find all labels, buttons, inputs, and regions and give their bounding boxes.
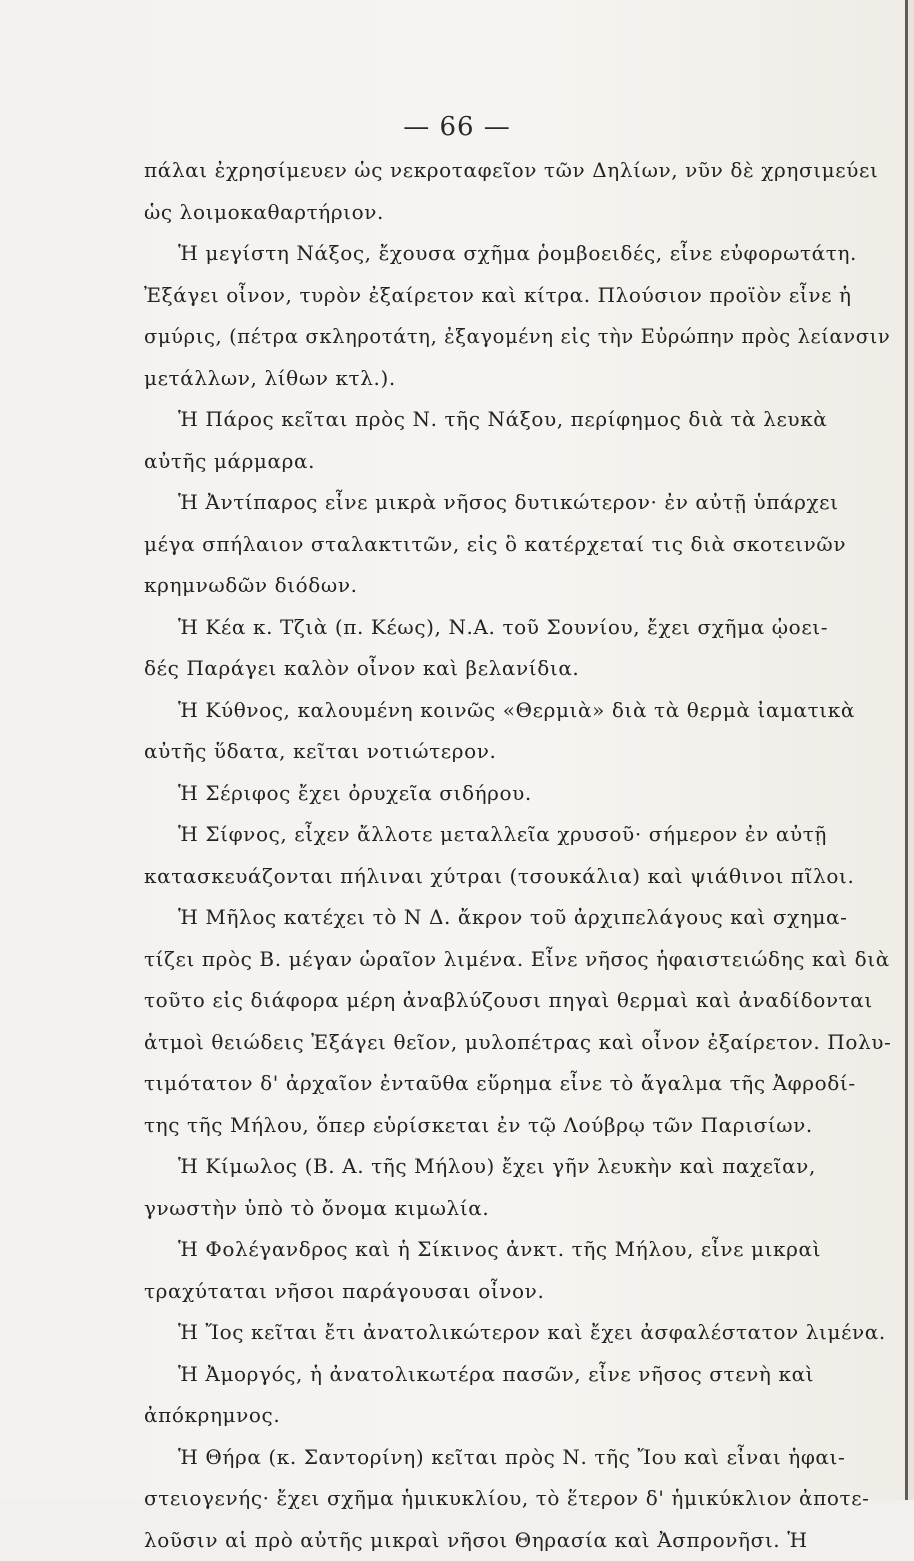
text-line: πάλαι ἐχρησίμευεν ὡς νεκροταφεῖον τῶν Δηλίων, νῦν δὲ χρησιμεύει [144,150,904,192]
body-text [144,150,904,1561]
text-line: Ἡ Φολέγανδρος καὶ ἡ Σίκινος ἀνκτ. τῆς Μήλου, εἶνε μικραὶ [144,1229,904,1271]
text-line: τραχύταται νῆσοι παράγουσαι οἶνον. [144,1271,904,1313]
text-line: Ἐξάγει οἶνον, τυρὸν ἐξαίρετον καὶ κίτρα. Πλούσιον προϊὸν εἶνε ἡ [144,275,904,317]
page-number: — 66 — [0,112,914,142]
text-line: σμύρις, (πέτρα σκληροτάτη, ἐξαγομένη εἰς τὴν Εὐρώπην πρὸς λείανσιν [144,316,904,358]
text-line: Ἡ Κίμωλος (Β. Α. τῆς Μήλου) ἔχει γῆν λευκὴν καὶ παχεῖαν, [144,1146,904,1188]
text-line: ὡς λοιμοκαθαρτήριον. [144,192,904,234]
text-line: Ἡ Μῆλος κατέχει τὸ Ν Δ. ἄκρον τοῦ ἀρχιπελάγους καὶ σχημα- [144,897,904,939]
text-line: Ἡ Κέα κ. Τζιὰ (π. Κέως), Ν.Α. τοῦ Σουνίου, ἔχει σχῆμα ᾠοει- [144,607,904,649]
text-line: δές Παράγει καλὸν οἶνον καὶ βελανίδια. [144,648,904,690]
text-line: τοῦτο εἰς διάφορα μέρη ἀναβλύζουσι πηγαὶ θερμαὶ καὶ ἀναδίδονται [144,980,904,1022]
text-line: κρημνωδῶν διόδων. [144,565,904,607]
page-edge [908,0,914,1500]
text-line: τιμότατον δ' ἀρχαῖον ἐνταῦθα εὕρημα εἶνε τὸ ἄγαλμα τῆς Ἀφροδί- [144,1063,904,1105]
text-line: Ἡ Κύθνος, καλουμένη κοινῶς «Θερμιὰ» διὰ τὰ θερμὰ ἰαματικὰ [144,690,904,732]
binding-shadow [905,0,908,1500]
text-line: Ἡ Ἴος κεῖται ἔτι ἀνατολικώτερον καὶ ἔχει ἀσφαλέστατον λιμένα. [144,1312,904,1354]
text-line: αὐτῆς μάρμαρα. [144,441,904,483]
text-line: Ἡ Σέριφος ἔχει ὀρυχεῖα σιδήρου. [144,773,904,815]
text-line: Ἡ Ἀμοργός, ἡ ἀνατολικωτέρα πασῶν, εἶνε νῆσος στενὴ καὶ [144,1354,904,1396]
text-line: Ἡ Σίφνος, εἶχεν ἄλλοτε μεταλλεῖα χρυσοῦ· σήμερον ἐν αὐτῇ [144,814,904,856]
text-line: κατασκευάζονται πήλιναι χύτραι (τσουκάλια) καὶ ψιάθινοι πῖλοι. [144,856,904,898]
text-line: ἀπόκρημνος. [144,1395,904,1437]
text-line: Ἡ Ἀντίπαρος εἶνε μικρὰ νῆσος δυτικώτερον· ἐν αὐτῇ ὑπάρχει [144,482,904,524]
text-line: λοῦσιν αἱ πρὸ αὐτῆς μικραὶ νῆσοι Θηρασία καὶ Ἀσπρονῆσι. Ἡ [144,1520,904,1561]
text-line: αὐτῆς ὕδατα, κεῖται νοτιώτερον. [144,731,904,773]
text-line: γνωστὴν ὑπὸ τὸ ὄνομα κιμωλία. [144,1188,904,1230]
text-line: μετάλλων, λίθων κτλ.). [144,358,904,400]
text-line: τίζει πρὸς Β. μέγαν ὡραῖον λιμένα. Εἶνε νῆσος ἡφαιστειώδης καὶ διὰ [144,939,904,981]
text-line: Ἡ Πάρος κεῖται πρὸς Ν. τῆς Νάξου, περίφημος διὰ τὰ λευκὰ [144,399,904,441]
text-line: της τῆς Μήλου, ὅπερ εὑρίσκεται ἐν τῷ Λούβρῳ τῶν Παρισίων. [144,1105,904,1147]
text-line: στειογενής· ἔχει σχῆμα ἡμικυκλίου, τὸ ἕτερον δ' ἡμικύκλιον ἀποτε- [144,1478,904,1520]
text-line: ἀτμοὶ θειώδεις Ἐξάγει θεῖον, μυλοπέτρας καὶ οἶνον ἐξαίρετον. Πολυ- [144,1022,904,1064]
text-line: Ἡ μεγίστη Νάξος, ἔχουσα σχῆμα ῥομβοειδές, εἶνε εὐφορωτάτη. [144,233,904,275]
text-line: μέγα σπήλαιον σταλακτιτῶν, εἰς ὃ κατέρχεταί τις διὰ σκοτεινῶν [144,524,904,566]
text-line: Ἡ Θήρα (κ. Σαντορίνη) κεῖται πρὸς Ν. τῆς Ἴου καὶ εἶναι ἡφαι- [144,1437,904,1479]
